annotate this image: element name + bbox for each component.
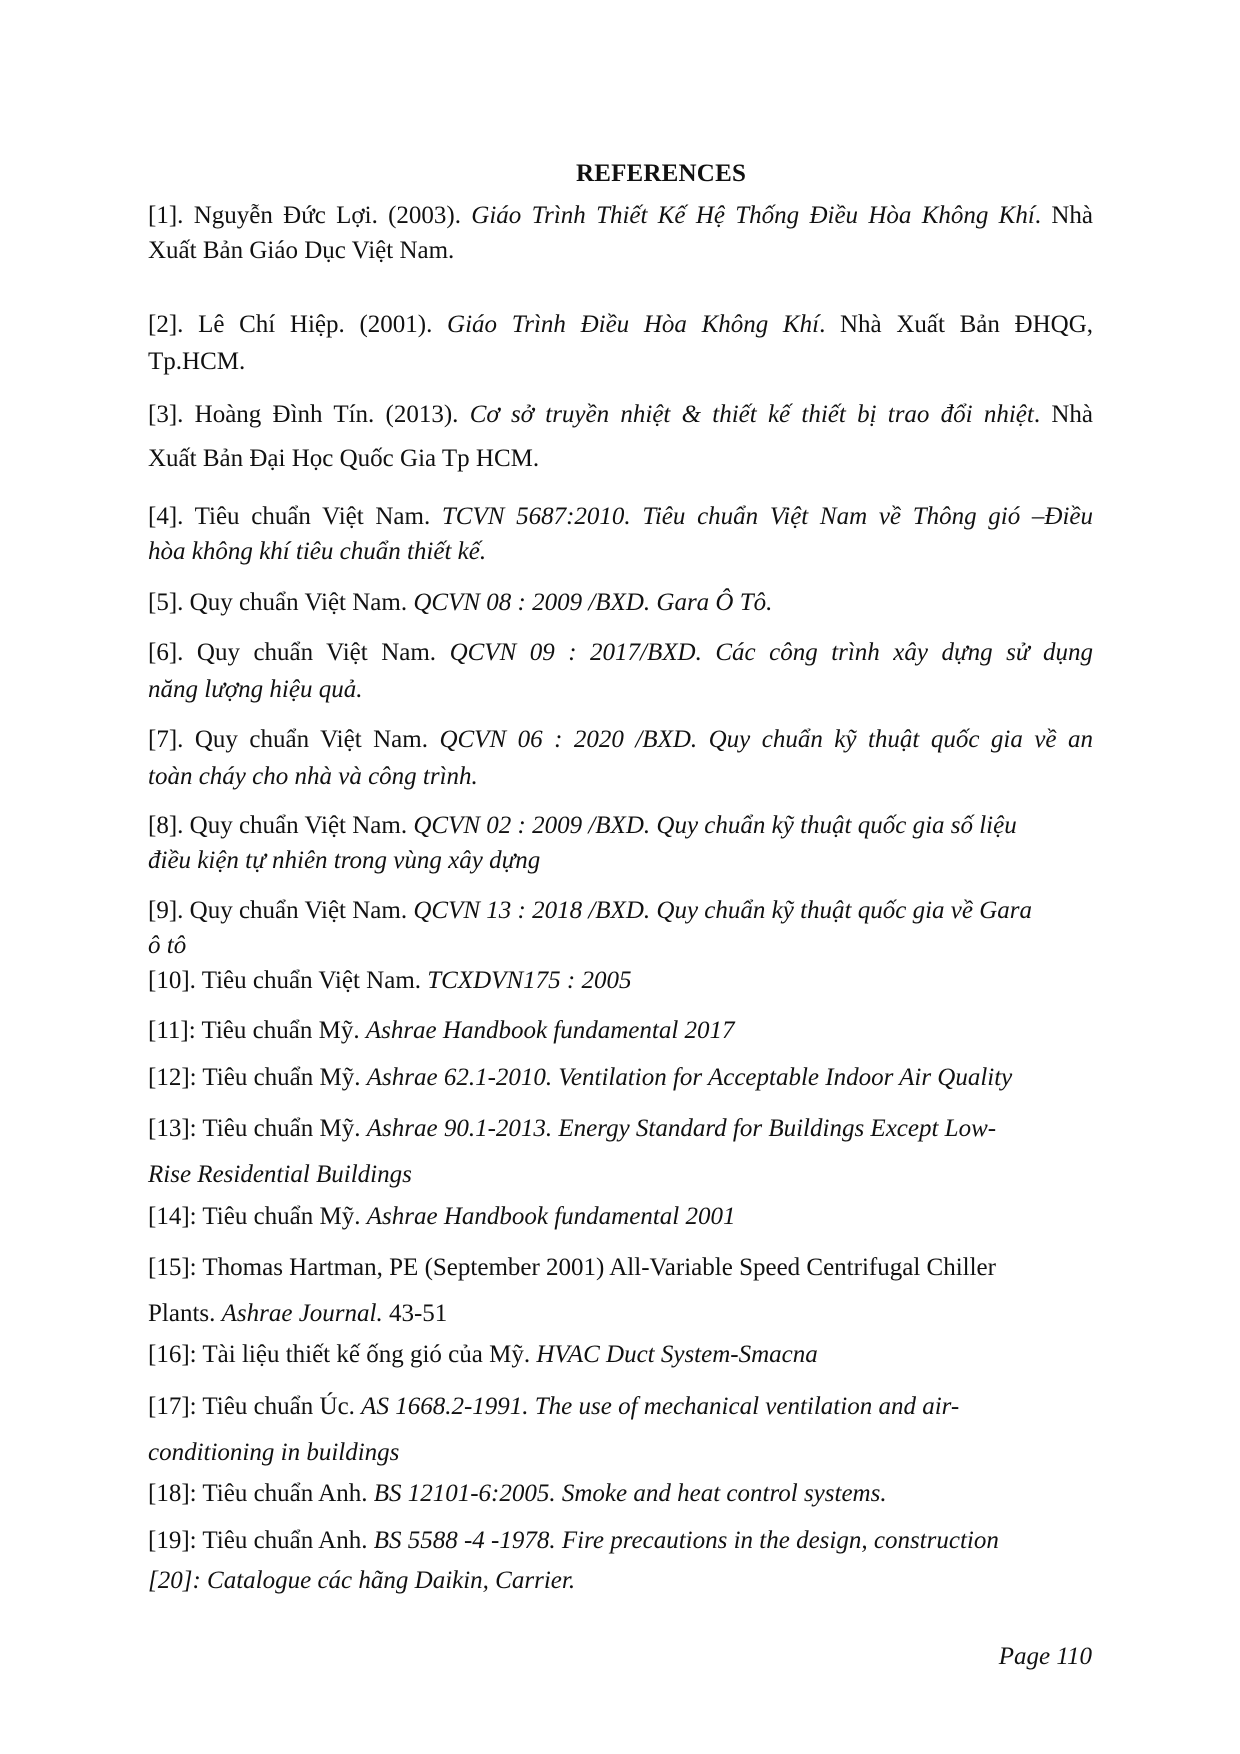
reference-text: [17]: Tiêu chuẩn Úc. (148, 1393, 362, 1420)
reference-line (148, 393, 1093, 437)
reference-item (148, 1245, 1093, 1337)
reference-text: . Nhà (1034, 202, 1093, 229)
reference-item (148, 1199, 1093, 1234)
reference-line (148, 1523, 1093, 1558)
reference-title-text: BS 12101-6:2005. Smoke and heat control systems. (373, 1480, 887, 1507)
reference-title-text: điều kiện tự nhiên trong vùng xây dựng (148, 847, 541, 874)
reference-line (148, 499, 1093, 534)
reference-line (148, 843, 1093, 878)
reference-title-text: QCVN 09 : 2017/BXD. Các công trình xây dựng sử dụng (449, 639, 1093, 666)
reference-line (148, 1245, 1093, 1291)
page-title: REFERENCES (575, 160, 747, 187)
reference-text: [7]. Quy chuẩn Việt Nam. (148, 726, 440, 753)
reference-title-text: AS 1668.2-1991. The use of mechanical ventilation and air- (361, 1393, 960, 1420)
reference-item (148, 721, 1093, 795)
reference-line (148, 1337, 1093, 1372)
reference-text: Xuất Bản Đại Học Quốc Gia Tp HCM. (148, 445, 540, 472)
reference-title-text: toàn cháy cho nhà và công trình. (148, 763, 478, 790)
reference-title-text: TCXDVN175 : 2005 (427, 967, 632, 994)
reference-title-text: QCVN 08 : 2009 /BXD. Gara Ô Tô. (413, 589, 773, 616)
reference-line (148, 1060, 1093, 1095)
reference-text: Xuất Bản Giáo Dục Việt Nam. (148, 237, 455, 264)
reference-line (148, 928, 1093, 963)
reference-line (148, 893, 1093, 928)
reference-line (148, 343, 1093, 380)
reference-line (148, 1384, 1093, 1430)
reference-line (148, 1199, 1093, 1234)
reference-text: [16]: Tài liệu thiết kế ống gió của Mỹ. (148, 1341, 537, 1368)
reference-title-text: TCVN 5687:2010. Tiêu chuẩn Việt Nam về Thông gió –Điều (441, 503, 1093, 530)
reference-title-text: HVAC Duct System-Smacna (536, 1341, 818, 1368)
reference-item (148, 963, 1093, 998)
reference-line (148, 808, 1093, 843)
reference-text: 43-51 (382, 1300, 448, 1327)
reference-item (148, 634, 1093, 708)
reference-title-text: QCVN 13 : 2018 /BXD. Quy chuẩn kỹ thuật quốc gia về Gara (413, 897, 1032, 924)
reference-text: [1]. Nguyễn Đức Lợi. (2003). (148, 202, 472, 229)
reference-item (148, 306, 1093, 380)
reference-line (148, 721, 1093, 758)
reference-title-text: ô tô (148, 932, 187, 959)
reference-line (148, 1013, 1093, 1048)
reference-line (148, 1476, 1093, 1511)
reference-item (148, 1476, 1093, 1511)
reference-text: . Nhà Xuất Bản ĐHQG, (819, 311, 1094, 338)
reference-line (148, 233, 1093, 268)
reference-text: [18]: Tiêu chuẩn Anh. (148, 1480, 374, 1507)
reference-text: [8]. Quy chuẩn Việt Nam. (148, 812, 414, 839)
reference-line (148, 1563, 1093, 1598)
reference-item (148, 499, 1093, 569)
reference-line (148, 306, 1093, 343)
reference-item (148, 585, 1093, 620)
reference-line (148, 758, 1093, 795)
reference-line (148, 585, 1093, 620)
reference-text: [10]. Tiêu chuẩn Việt Nam. (148, 967, 428, 994)
reference-text: Tp.HCM. (148, 348, 246, 375)
reference-line (148, 671, 1093, 708)
reference-text: [2]. Lê Chí Hiệp. (2001). (148, 311, 448, 338)
reference-item (148, 1013, 1093, 1048)
reference-line (148, 1430, 1093, 1476)
reference-title-text: Ashrae Handbook fundamental 2001 (366, 1203, 736, 1230)
reference-title-text: conditioning in buildings (148, 1439, 400, 1466)
reference-title-text: QCVN 06 : 2020 /BXD. Quy chuẩn kỹ thuật quốc gia về an (439, 726, 1093, 753)
reference-item (148, 1384, 1093, 1476)
reference-title-text: Giáo Trình Điều Hòa Không Khí (447, 311, 820, 338)
reference-line (148, 437, 1093, 481)
reference-line (148, 1291, 1093, 1337)
reference-text: [13]: Tiêu chuẩn Mỹ. (148, 1115, 367, 1142)
reference-text: . Nhà (1033, 401, 1094, 428)
reference-title-text: BS 5588 -4 -1978. Fire precautions in the design, construction (373, 1527, 999, 1554)
reference-item (148, 808, 1093, 878)
reference-item (148, 1523, 1093, 1558)
reference-item (148, 1060, 1093, 1095)
reference-text: [11]: Tiêu chuẩn Mỹ. (148, 1017, 366, 1044)
reference-item (148, 1106, 1093, 1198)
reference-item (148, 1563, 1093, 1598)
page-number: Page 110 (998, 1643, 1092, 1670)
reference-title-text: Ashrae Journal. (221, 1300, 383, 1327)
reference-item (148, 198, 1093, 268)
reference-text: [4]. Tiêu chuẩn Việt Nam. (148, 503, 442, 530)
reference-title-text: Rise Residential Buildings (148, 1161, 412, 1188)
reference-item (148, 393, 1093, 481)
reference-line (148, 1152, 1093, 1198)
reference-title-text: [20]: Catalogue các hãng Daikin, Carrier. (148, 1567, 576, 1594)
reference-item (148, 893, 1093, 963)
reference-text: [14]: Tiêu chuẩn Mỹ. (148, 1203, 367, 1230)
reference-title-text: Giáo Trình Thiết Kế Hệ Thống Điều Hòa Không Khí (471, 202, 1035, 229)
reference-title-text: Ashrae 90.1-2013. Energy Standard for Buildings Except Low- (366, 1115, 997, 1142)
reference-text: [12]: Tiêu chuẩn Mỹ. (148, 1064, 367, 1091)
reference-line (148, 1106, 1093, 1152)
reference-title-text: Ashrae Handbook fundamental 2017 (365, 1017, 735, 1044)
reference-text: [6]. Quy chuẩn Việt Nam. (148, 639, 450, 666)
reference-text: [19]: Tiêu chuẩn Anh. (148, 1527, 374, 1554)
reference-title-text: năng lượng hiệu quả. (148, 676, 363, 703)
reference-line (148, 198, 1093, 233)
reference-title-text: QCVN 02 : 2009 /BXD. Quy chuẩn kỹ thuật quốc gia số liệu (413, 812, 1017, 839)
reference-title-text: hòa không khí tiêu chuẩn thiết kế. (148, 538, 487, 565)
reference-item (148, 1337, 1093, 1372)
reference-line (148, 534, 1093, 569)
reference-line (148, 634, 1093, 671)
reference-title-text: Ashrae 62.1-2010. Ventilation for Acceptable Indoor Air Quality (366, 1064, 1013, 1091)
reference-text: [9]. Quy chuẩn Việt Nam. (148, 897, 414, 924)
reference-title-text: Cơ sở truyền nhiệt & thiết kế thiết bị trao đổi nhiệt (469, 401, 1034, 428)
reference-text: Plants. (148, 1300, 222, 1327)
reference-text: [5]. Quy chuẩn Việt Nam. (148, 589, 414, 616)
reference-text: [3]. Hoàng Đình Tín. (2013). (148, 401, 470, 428)
reference-text: [15]: Thomas Hartman, PE (September 2001) All-Variable Speed Centrifugal Chiller (148, 1254, 996, 1281)
reference-line (148, 963, 1093, 998)
